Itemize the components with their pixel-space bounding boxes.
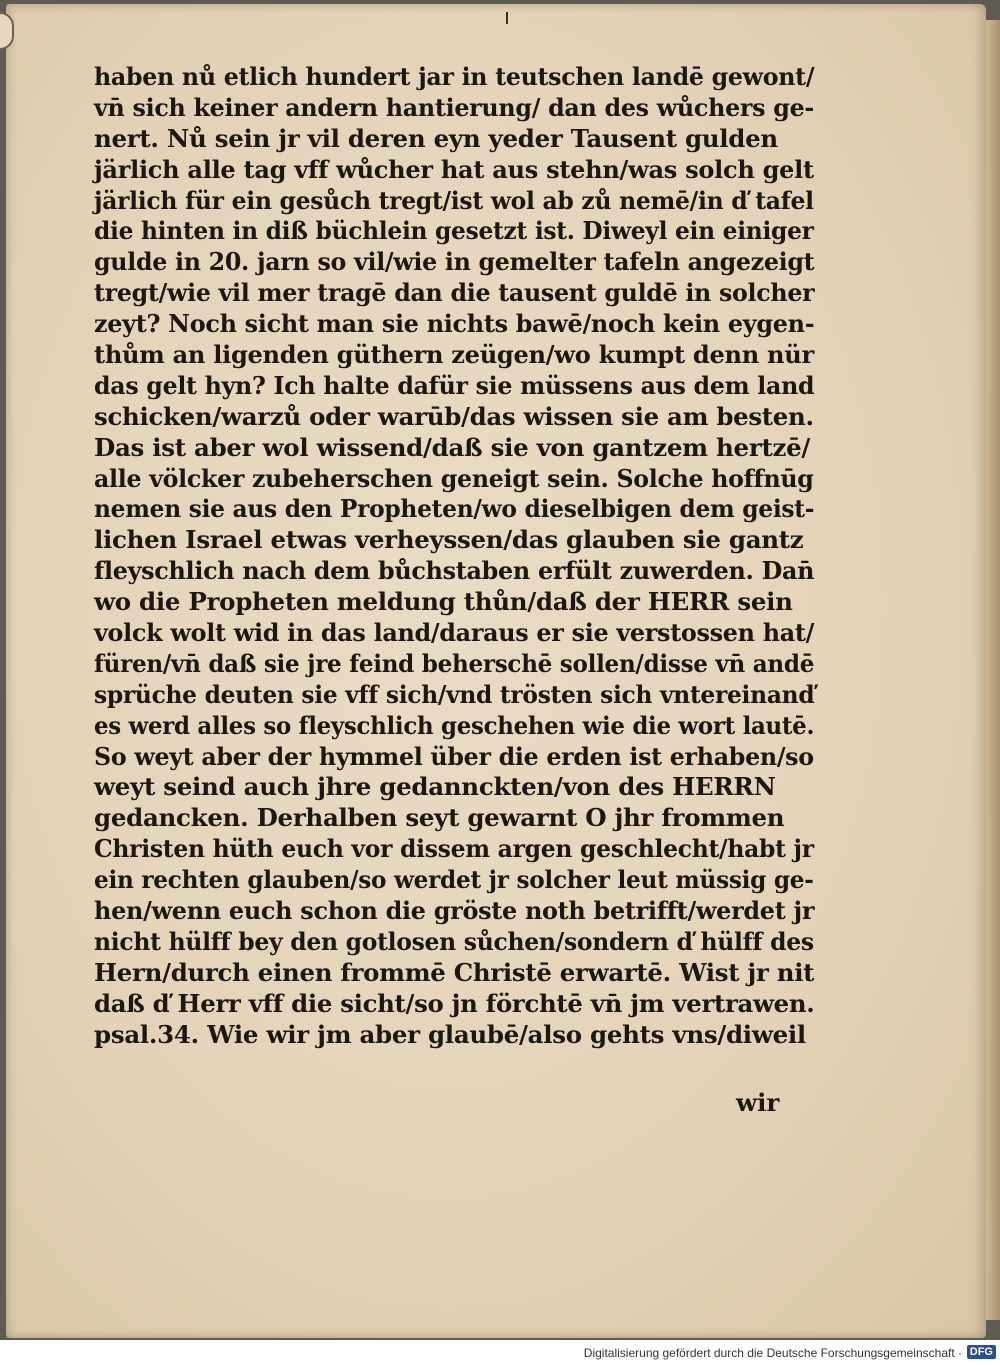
text-line: schicken/warzů oder warūb/das wissen sie am besten. <box>94 401 814 431</box>
text-line: So weyt aber der hymmel über die erden ist erhaben/so <box>94 741 814 771</box>
text-line: wo die Propheten meldung thůn/daß der HERR sein <box>94 587 793 617</box>
text-line: ein rechten glauben/so werdet jr solcher leut müssig ge- <box>94 865 814 895</box>
text-line: haben nů etlich hundert jar in teutschen landē gewont/ <box>94 62 815 91</box>
text-line: zeyt? Noch sicht man sie nichts bawē/noch kein eygen- <box>94 309 815 339</box>
text-line: lichen Israel etwas verheyssen/das glauben sie gantz <box>94 525 804 555</box>
text-line: alle völcker zubeherschen geneigt sein. Solche hoffnūg <box>94 463 814 493</box>
text-line: Hern/durch einen frommē Christē erwartē. Wist jr nit <box>94 957 815 987</box>
text-line: volck wolt wid in das land/daraus er sie verstossen hat/ <box>94 618 815 648</box>
text-line: thům an ligenden güthern zeügen/wo kumpt denn nür <box>94 340 814 370</box>
funding-notice: Digitalisierung gefördert durch die Deutsche Forschungsgemeinschaft · <box>583 1346 962 1360</box>
text-line: psal.34. Wie wir jm aber glaubē/also gehts vns/diweil <box>94 1019 806 1049</box>
paper-page <box>6 4 986 1338</box>
dfg-logo: DFG <box>967 1345 996 1359</box>
text-line: nemen sie aus den Propheten/wo dieselbigen dem geist- <box>94 494 815 524</box>
text-line: es werd alles so fleyschlich geschehen wie die wort lautē. <box>94 710 815 740</box>
text-line: järlich für ein gesůch tregt/ist wol ab zů nemē/in ď tafel <box>94 185 814 215</box>
text-line: nert. Nů sein jr vil deren eyn yeder Tausent gulden <box>94 123 778 153</box>
text-line: sprüche deuten sie vff sich/vnd trösten sich vntereinanď <box>94 679 815 709</box>
text-line: tregt/wie vil mer tragē dan die tausent guldē in solcher <box>94 278 815 308</box>
page-edge <box>986 20 1000 1320</box>
text-line: weyt seind auch jhre gedannckten/von des HERRN <box>94 772 776 802</box>
text-line: die hinten in diß büchlein gesetzt ist. Diweyl ein einiger <box>94 216 814 246</box>
text-line: nicht hülff bey den gotlosen sůchen/sondern ď hülff des <box>94 926 814 956</box>
text-line: hen/wenn euch schon die gröste noth betrifft/werdet jr <box>94 896 815 926</box>
text-line: fleyschlich nach dem bůchstaben erfült zuwerden. Dan̄ <box>94 556 815 586</box>
text-line: gulde in 20. jarn so vil/wie in gemelter tafeln angezeigt <box>94 247 815 277</box>
text-line: Christen hüth euch vor dissem argen geschlecht/habt jr <box>94 834 814 864</box>
text-line: Das ist aber wol wissend/daß sie von gantzem hertzē/ <box>94 432 811 462</box>
text-line: daß ď Herr vff die sicht/so jn förchtē vn̄ jm vertrawen. <box>94 988 815 1018</box>
text-line: vn̄ sich keiner andern hantierung/ dan des wůchers ge- <box>94 92 814 122</box>
footer-bar <box>0 1340 1000 1365</box>
top-tick-mark <box>506 12 508 24</box>
body-text <box>94 62 814 1051</box>
text-line: gedancken. Derhalben seyt gewarnt O jhr frommen <box>94 803 785 833</box>
text-line: das gelt hyn? Ich halte dafür sie müssens aus dem land <box>94 370 815 400</box>
text-line: järlich alle tag vff wůcher hat aus stehn/was solch gelt <box>94 154 814 184</box>
catchword: wir <box>736 1088 780 1117</box>
text-line: füren/vn̄ daß sie jre feind beherschē sollen/disse vn̄ andē <box>94 648 815 678</box>
